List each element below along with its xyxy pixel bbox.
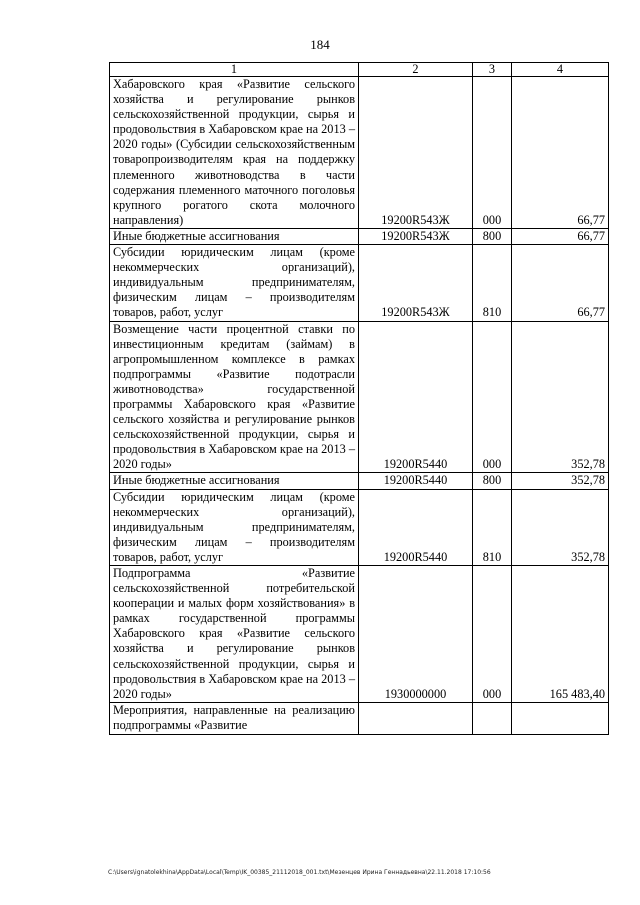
table-row	[110, 245, 609, 321]
row-code: 19200R5440	[359, 473, 473, 489]
row-sum: 165 483,40	[512, 566, 609, 703]
row-code: 1930000000	[359, 566, 473, 703]
row-sum: 352,78	[512, 473, 609, 489]
header-col-2: 2	[359, 63, 473, 77]
table-header-row	[110, 63, 609, 77]
row-expense-type: 810	[473, 489, 512, 565]
row-name: Мероприятия, направленные на реализацию подпрограммы «Развитие	[110, 702, 359, 734]
row-sum: 66,77	[512, 228, 609, 244]
row-name: Возмещение части процентной ставки по инвестиционным кредитам (займам) в агропромышленном комплексе в рамках подпрограммы «Развитие подотрасли животноводства» государственной программы Хабаровского края «Развитие сельского хозяйства и регулирование рынков сельскохозяйственной продукции, сырья и продовольствия в Хабаровском крае на 2013 – 2020 годы»	[110, 321, 359, 473]
row-sum: 66,77	[512, 77, 609, 229]
row-name: Иные бюджетные ассигнования	[110, 228, 359, 244]
row-code: 19200R5440	[359, 321, 473, 473]
row-code: 19200R543Ж	[359, 245, 473, 321]
page-number: 184	[310, 37, 330, 52]
row-code	[359, 702, 473, 734]
header-col-4: 4	[512, 63, 609, 77]
row-expense-type: 800	[473, 228, 512, 244]
row-name: Иные бюджетные ассигнования	[110, 473, 359, 489]
row-name: Субсидии юридическим лицам (кроме некоммерческих организаций), индивидуальным предпринимателям, физическим лицам – производителям товаров, работ, услуг	[110, 245, 359, 321]
row-expense-type: 000	[473, 321, 512, 473]
row-expense-type: 000	[473, 566, 512, 703]
table-row	[110, 566, 609, 703]
row-expense-type	[473, 702, 512, 734]
row-code: 19200R543Ж	[359, 228, 473, 244]
table-row	[110, 321, 609, 473]
table-row	[110, 77, 609, 229]
budget-table	[109, 62, 609, 735]
row-expense-type: 810	[473, 245, 512, 321]
row-sum: 352,78	[512, 321, 609, 473]
table-row	[110, 473, 609, 489]
table-row	[110, 489, 609, 565]
row-name: Хабаровского края «Развитие сельского хозяйства и регулирование рынков сельскохозяйственной продукции, сырья и продовольствия в Хабаровском крае на 2013 – 2020 годы» (Субсидии сельскохозяйственным товаропроизводителям края на поддержку племенного животноводства в части содержания племенного маточного поголовья крупного рогатого скота молочного направления)	[110, 77, 359, 229]
row-expense-type: 000	[473, 77, 512, 229]
table-row	[110, 702, 609, 734]
table-row	[110, 228, 609, 244]
row-code: 19200R5440	[359, 489, 473, 565]
header-col-1: 1	[110, 63, 359, 77]
row-expense-type: 800	[473, 473, 512, 489]
row-name: Подпрограмма «Развитие сельскохозяйственной потребительской кооперации и малых форм хозяйствования» в рамках государственной программы Хабаровского края «Развитие сельского хозяйства и регулирование рынков сельскохозяйственной продукции, сырья и продовольствия в Хабаровском крае на 2013 – 2020 годы»	[110, 566, 359, 703]
file-path-footer: C:\Users\ignatolekhina\AppData\Local\Temp\IK_00385_21112018_001.txt\Мезенцев Ирина Геннадьевна\22.11.2018 17:10:56	[108, 869, 491, 876]
row-code: 19200R543Ж	[359, 77, 473, 229]
row-sum: 66,77	[512, 245, 609, 321]
row-sum	[512, 702, 609, 734]
header-col-3: 3	[473, 63, 512, 77]
row-name: Субсидии юридическим лицам (кроме некоммерческих организаций), индивидуальным предпринимателям, физическим лицам – производителям товаров, работ, услуг	[110, 489, 359, 565]
row-sum: 352,78	[512, 489, 609, 565]
